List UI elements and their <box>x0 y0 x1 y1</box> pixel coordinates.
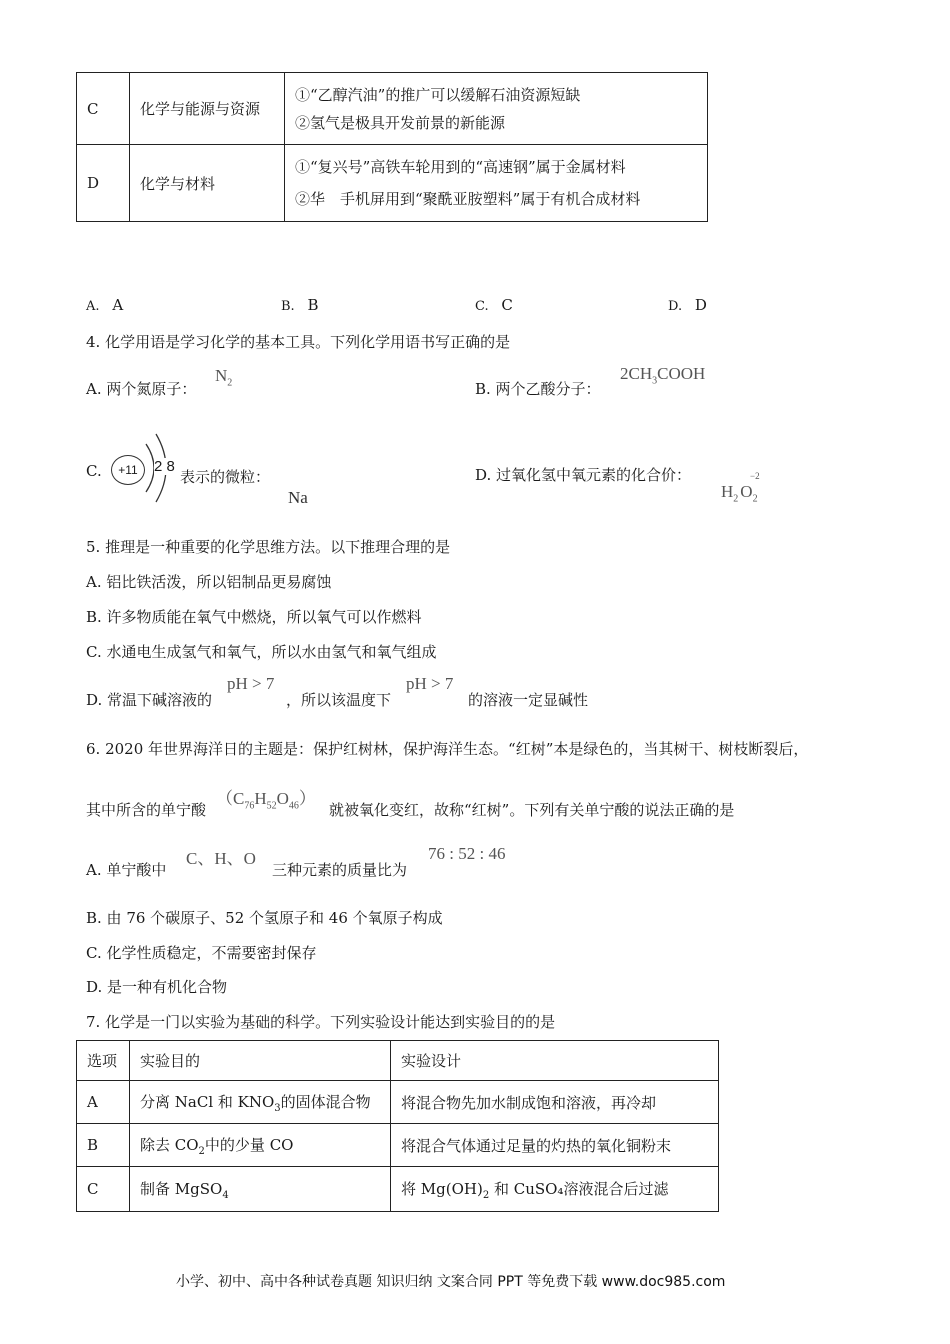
q6-formula <box>216 784 316 811</box>
q5-option-d-pre: D. 常温下碱溶液的 <box>86 691 213 709</box>
header-cell: 选项 <box>77 1041 130 1081</box>
q5-stem: 5. 推理是一种重要的化学思维方法。以下推理合理的是 <box>86 538 451 556</box>
formula-sub: 3 <box>652 375 658 387</box>
design-cell <box>391 1124 719 1167</box>
formula-text: H <box>721 482 734 501</box>
option-label: C. <box>475 299 489 314</box>
design-text: 将 Mg(OH) <box>401 1179 483 1198</box>
content-line: ②氢气是极具开发前景的新能源 <box>295 113 506 132</box>
option-value: A <box>112 296 124 314</box>
topic-cell: 化学与能源与资源 <box>130 73 285 145</box>
formula-sub: 52 <box>266 800 277 812</box>
formula-text: H <box>254 789 267 808</box>
option-cell: D <box>77 145 130 222</box>
table-row <box>77 1167 719 1212</box>
aim-sub: 3 <box>274 1102 281 1114</box>
formula-text: ） <box>298 789 316 808</box>
option-label: B. <box>281 299 295 314</box>
formula-sub: 2 <box>752 493 758 505</box>
design-sub: 2 <box>482 1189 490 1201</box>
design-text: 将混合气体通过足量的灼热的氧化铜粉末 <box>401 1136 672 1155</box>
formula-sub: 2 <box>733 493 739 505</box>
content-cell <box>285 73 708 145</box>
option-cell: C <box>77 73 130 145</box>
design-cell <box>391 1167 719 1212</box>
formula-text: O <box>276 789 289 808</box>
top-table <box>76 72 708 222</box>
option-label: D. <box>668 299 683 314</box>
table-row <box>77 73 708 145</box>
aim-sub: 2 <box>198 1145 205 1157</box>
aim-text: 除去 CO <box>140 1135 199 1154</box>
aim-cell <box>130 1167 391 1212</box>
q7-table <box>76 1040 719 1212</box>
q5-option-c: C. 水通电生成氢气和氧气，所以水由氢气和氧气组成 <box>86 643 437 661</box>
q6-a-elements: C、H、O <box>186 849 256 868</box>
table-header-row <box>77 1041 719 1081</box>
q5-option-d-post: 的溶液一定显碱性 <box>468 691 589 709</box>
content-line: ②华 手机屏用到“聚酰亚胺塑料”属于有机合成材料 <box>295 190 641 208</box>
formula-text: COOH <box>657 364 706 383</box>
topic-cell: 化学与材料 <box>130 145 285 222</box>
aim-sub: 4 <box>222 1189 229 1201</box>
q7-stem: 7. 化学是一门以实验为基础的科学。下列实验设计能达到实验目的的是 <box>86 1013 556 1031</box>
aim-text: 的固体混合物 <box>280 1092 371 1111</box>
q6-stem-line2-pre: 其中所含的单宁酸 <box>86 801 207 819</box>
electron-count: 2 8 <box>154 458 175 475</box>
q6-option-b: B. 由 76 个碳原子、52 个氢原子和 46 个氧原子构成 <box>86 909 443 927</box>
nucleus-icon: +11 <box>111 455 145 485</box>
q4-d-valence: −2 <box>750 471 760 481</box>
q3-option-c <box>475 296 513 314</box>
aim-text: 中的少量 CO <box>204 1135 294 1154</box>
q5-option-b: B. 许多物质能在氧气中燃烧，所以氧气可以作燃料 <box>86 608 422 626</box>
content-line: ①“复兴号”高铁车轮用到的“高速钢”属于金属材料 <box>295 158 626 176</box>
option-value: D <box>694 296 707 314</box>
formula-sub: 76 <box>244 800 255 812</box>
table-row <box>77 1081 719 1124</box>
q4-a-formula <box>215 366 232 388</box>
content-cell <box>285 145 708 222</box>
design-text: 将混合物先加水制成饱和溶液，再冷却 <box>401 1093 657 1112</box>
q5-option-a: A. 铝比铁活泼，所以铝制品更易腐蚀 <box>86 573 332 591</box>
design-cell <box>391 1081 719 1124</box>
formula-sub: 46 <box>288 800 299 812</box>
q4-option-d: D. 过氧化氢中氧元素的化合价： <box>475 466 692 484</box>
aim-text: 制备 MgSO <box>140 1179 223 1198</box>
formula-text: N <box>215 366 228 385</box>
q6-option-a-pre: A. 单宁酸中 <box>86 861 167 879</box>
option-value: B <box>307 296 319 314</box>
q6-option-d: D. 是一种有机化合物 <box>86 978 228 996</box>
design-text: 和 CuSO₄溶液混合后过滤 <box>489 1179 669 1198</box>
header-cell: 实验目的 <box>130 1041 391 1081</box>
table-row <box>77 145 708 222</box>
table-row <box>77 1124 719 1167</box>
q4-option-b: B. 两个乙酸分子： <box>475 380 601 398</box>
aim-cell <box>130 1124 391 1167</box>
formula-sub: 2 <box>227 377 233 389</box>
formula-text: O <box>740 482 753 501</box>
q5-option-d-mid: ，所以该温度下 <box>286 691 392 709</box>
q5-ph-2: pH > 7 <box>406 674 454 693</box>
aim-text: 分离 NaCl 和 KNO <box>140 1092 275 1111</box>
page-footer[interactable]: 小学、初中、高中各种试卷真题 知识归纳 文案合同 PPT 等免费下载 www.doc985.com <box>176 1274 726 1290</box>
option-value: C <box>501 296 513 314</box>
option-cell: A <box>77 1081 130 1124</box>
q4-stem: 4. 化学用语是学习化学的基本工具。下列化学用语书写正确的是 <box>86 333 511 351</box>
q4-option-c-label: C. <box>86 462 102 480</box>
q6-a-ratio: 76 : 52 : 46 <box>428 844 506 863</box>
q6-option-a-mid: 三种元素的质量比为 <box>272 861 408 879</box>
q6-stem-line2-post: 就被氧化变红，故称“红树”。下列有关单宁酸的说法正确的是 <box>329 801 735 819</box>
q4-c-answer: Na <box>288 488 308 507</box>
content-line: ①“乙醇汽油”的推广可以缓解石油资源短缺 <box>295 85 581 104</box>
q3-option-d <box>668 296 707 314</box>
q4-option-a: A. 两个氮原子： <box>86 380 197 398</box>
q4-d-formula <box>721 482 758 504</box>
aim-cell <box>130 1081 391 1124</box>
option-cell: B <box>77 1124 130 1167</box>
formula-text: （C <box>216 789 245 808</box>
option-cell: C <box>77 1167 130 1212</box>
q3-option-a <box>86 296 123 314</box>
q4-option-c-text: 表示的微粒： <box>180 468 271 486</box>
q6-stem-line1: 6. 2020 年世界海洋日的主题是：保护红树林，保护海洋生态。“红树”本是绿色的，当其树干、树枝断裂后， <box>86 740 809 758</box>
option-label: A. <box>86 299 100 314</box>
q6-option-c: C. 化学性质稳定，不需要密封保存 <box>86 944 317 962</box>
q4-b-formula <box>620 364 705 386</box>
formula-text: 2CH <box>620 364 653 383</box>
header-cell: 实验设计 <box>391 1041 719 1081</box>
q5-ph-1: pH > 7 <box>227 674 275 693</box>
q3-option-b <box>281 296 319 314</box>
